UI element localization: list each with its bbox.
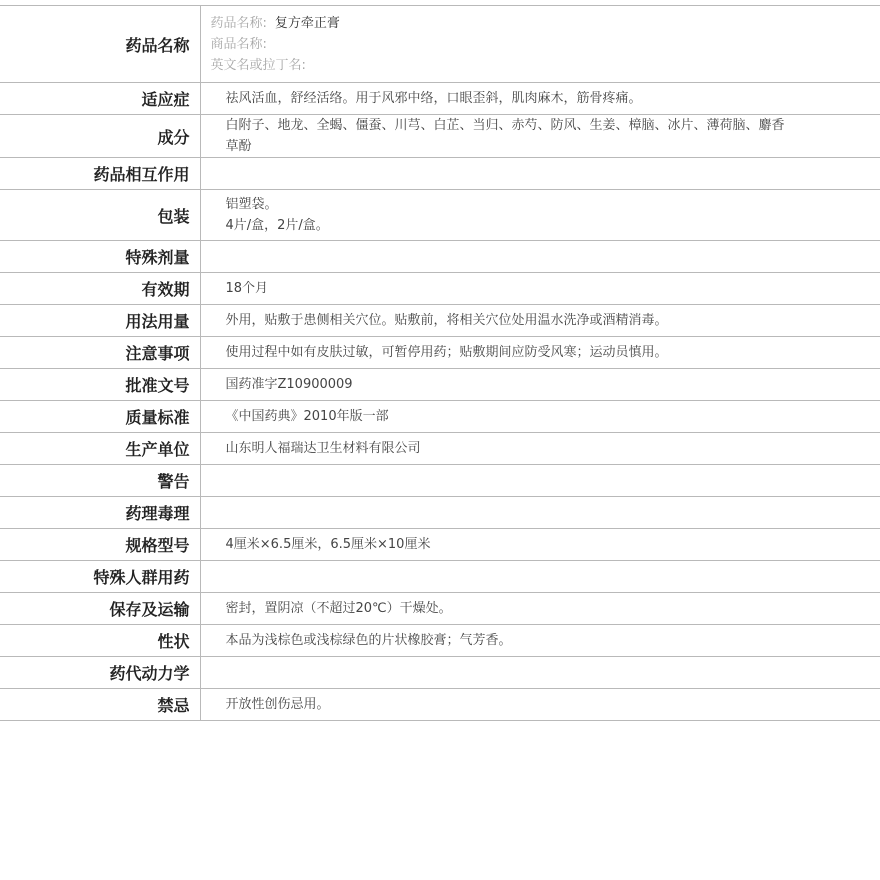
name-line-latin — [211, 55, 791, 76]
row-label: 药品相互作用 — [0, 158, 200, 190]
row-label: 注意事项 — [0, 337, 200, 369]
value-line: 密封，置阴凉（不超过20℃）干燥处。 — [225, 601, 452, 616]
value-line: 祛风活血，舒经活络。用于风邪中络，口眼歪斜，肌肉麻木，筋骨疼痛。 — [225, 91, 642, 106]
table-row — [0, 273, 880, 305]
table-row — [0, 561, 880, 593]
value-line: 使用过程中如有皮肤过敏，可暂停用药；贴敷期间应防受风寒；运动员慎用。 — [225, 345, 668, 360]
drug-name-cell — [200, 6, 880, 83]
row-value — [200, 337, 880, 369]
row-label: 禁忌 — [0, 689, 200, 721]
row-label: 包装 — [0, 190, 200, 241]
row-label: 生产单位 — [0, 433, 200, 465]
table-row — [0, 465, 880, 497]
row-drug-name — [0, 6, 880, 83]
row-value — [200, 305, 880, 337]
value-line: 外用，贴敷于患侧相关穴位。贴敷前，将相关穴位处用温水洗净或酒精消毒。 — [225, 313, 668, 328]
row-label: 药理毒理 — [0, 497, 200, 529]
row-value — [200, 497, 880, 529]
row-label: 用法用量 — [0, 305, 200, 337]
row-value — [200, 465, 880, 497]
table-row — [0, 625, 880, 657]
row-label: 批准文号 — [0, 369, 200, 401]
row-label: 特殊人群用药 — [0, 561, 200, 593]
row-label: 特殊剂量 — [0, 241, 200, 273]
row-value — [200, 273, 880, 305]
table-row — [0, 433, 880, 465]
value-line: 4片/盒，2片/盒。 — [225, 218, 329, 233]
row-label: 警告 — [0, 465, 200, 497]
table-row — [0, 115, 880, 158]
row-value — [200, 158, 880, 190]
table-row — [0, 305, 880, 337]
table-row — [0, 83, 880, 115]
table-row — [0, 689, 880, 721]
table-row — [0, 593, 880, 625]
name-line-generic — [211, 13, 791, 34]
row-value — [200, 241, 880, 273]
value-line: 4厘米×6.5厘米，6.5厘米×10厘米 — [225, 537, 431, 552]
row-value — [200, 625, 880, 657]
row-label: 规格型号 — [0, 529, 200, 561]
row-value — [200, 369, 880, 401]
value-line: 《中国药典》2010年版一部 — [225, 409, 389, 424]
row-label: 适应症 — [0, 83, 200, 115]
row-value — [200, 401, 880, 433]
row-value — [200, 83, 880, 115]
value-line: 国药准字Z10900009 — [225, 377, 353, 392]
row-label: 成分 — [0, 115, 200, 158]
value-line: 本品为浅棕色或浅棕绿色的片状橡胶膏；气芳香。 — [225, 633, 512, 648]
row-label: 保存及运输 — [0, 593, 200, 625]
row-value — [200, 593, 880, 625]
value-line: 开放性创伤忌用。 — [225, 697, 330, 712]
row-value — [200, 433, 880, 465]
name-line-trade — [211, 34, 791, 55]
name-key: 商品名称: — [210, 36, 267, 52]
row-label: 有效期 — [0, 273, 200, 305]
row-value — [200, 190, 880, 241]
row-value — [200, 561, 880, 593]
row-value — [200, 529, 880, 561]
row-value — [200, 115, 880, 158]
row-label: 药品名称 — [0, 6, 200, 83]
value-line: 白附子、地龙、全蝎、僵蚕、川芎、白芷、当归、赤芍、防风、生姜、樟脑、冰片、薄荷脑、麝香草酚 — [225, 118, 785, 154]
table-row — [0, 401, 880, 433]
drug-info-table — [0, 5, 880, 721]
row-value — [200, 689, 880, 721]
name-key: 药品名称: — [210, 15, 267, 31]
table-row — [0, 241, 880, 273]
row-label: 药代动力学 — [0, 657, 200, 689]
table-row — [0, 529, 880, 561]
value-line: 山东明人福瑞达卫生材料有限公司 — [225, 441, 421, 456]
table-row — [0, 158, 880, 190]
row-label: 性状 — [0, 625, 200, 657]
table-row — [0, 337, 880, 369]
value-line: 18个月 — [225, 281, 269, 296]
table-row — [0, 497, 880, 529]
table-row — [0, 657, 880, 689]
row-label: 质量标准 — [0, 401, 200, 433]
table-row — [0, 369, 880, 401]
name-value: 复方牵正膏 — [274, 15, 340, 31]
name-key: 英文名或拉丁名: — [210, 57, 306, 73]
row-value — [200, 657, 880, 689]
value-line: 铝塑袋。 — [225, 197, 278, 212]
table-row — [0, 190, 880, 241]
